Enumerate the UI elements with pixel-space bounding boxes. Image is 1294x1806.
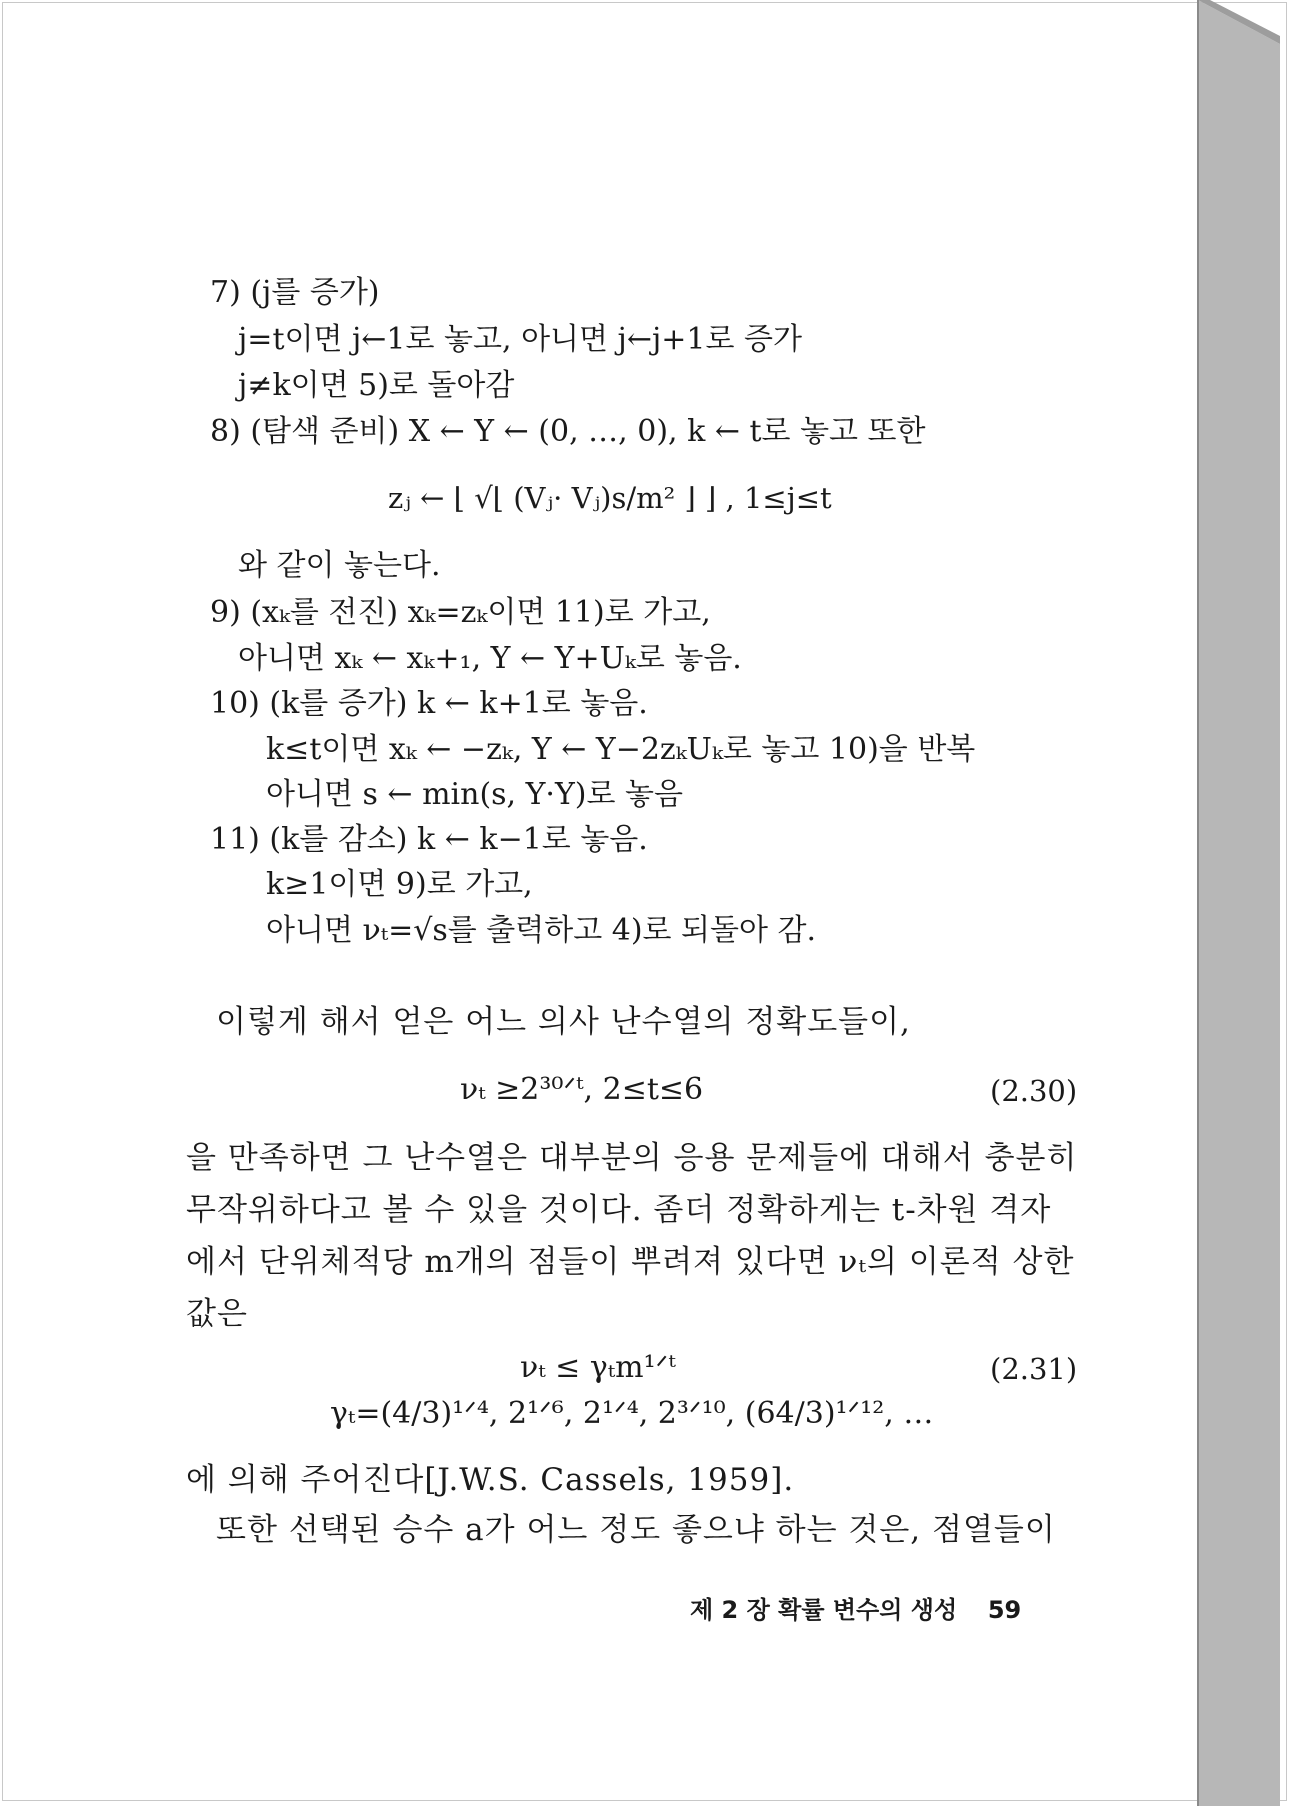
equation-2-30 (460, 1072, 703, 1108)
paragraph-1-text: 이렇게 해서 얻은 어느 의사 난수열의 정확도들이, (216, 1004, 911, 1040)
equation-2-31-line-2 (330, 1396, 933, 1432)
paragraph-2-line-3 (186, 1244, 1074, 1280)
step7-line1 (238, 322, 802, 358)
step11-head (210, 822, 648, 858)
paragraph-1 (216, 1004, 911, 1040)
step10-line2-text: 아니면 s ← min(s, Y·Y)로 놓음 (266, 777, 683, 812)
spine-face (1198, 0, 1280, 1806)
step9-line1-text: 아니면 xₖ ← xₖ+₁, Y ← Y+Uₖ로 놓음. (238, 641, 742, 676)
equation-2-31-line-1 (520, 1350, 676, 1386)
paragraph-2-line-2-text: 무작위하다고 볼 수 있을 것이다. 좀더 정확하게는 t-차원 격자 (186, 1192, 1052, 1228)
step11-line2 (266, 913, 816, 949)
step9-head (210, 595, 711, 631)
footer-chapter: 제 2 장 확률 변수의 생성 (690, 1596, 958, 1624)
step9-head-text: 9) (xₖ를 전진) xₖ=zₖ이면 11)로 가고, (210, 595, 711, 630)
footer-page-number: 59 (987, 1596, 1022, 1624)
step8-formula (388, 480, 832, 516)
paragraph-2-line-1 (186, 1140, 1077, 1176)
step10-line1 (266, 732, 975, 768)
step7-line2 (238, 368, 514, 404)
step11-line1 (266, 867, 533, 903)
paragraph-2-line-4-text: 값은 (186, 1296, 248, 1332)
step11-line1-text: k≥1이면 9)로 가고, (266, 867, 533, 902)
equation-2-30-formula: νₜ ≥2³⁰ᐟᵗ, 2≤t≤6 (460, 1072, 704, 1107)
paragraph-2-line-1-text: 을 만족하면 그 난수열은 대부분의 응용 문제들에 대해서 충분히 (186, 1140, 1078, 1176)
equation-2-31-number: (2.31) (990, 1352, 1078, 1386)
step7-line2-text: j≠k이면 5)로 돌아감 (238, 368, 515, 403)
step10-line1-text: k≤t이면 xₖ ← −zₖ, Y ← Y−2zₖUₖ로 놓고 10)을 반복 (266, 732, 976, 767)
paragraph-4 (216, 1512, 1056, 1548)
equation-2-30-number: (2.30) (990, 1074, 1078, 1108)
step10-head (210, 686, 648, 722)
step8-head-text: 8) (탐색 준비) X ← Y ← (0, …, 0), k ← t로 놓고 또한 (210, 414, 926, 449)
step8-tail-text: 와 같이 놓는다. (238, 548, 441, 583)
equation-2-31-formula-2: γₜ=(4/3)¹ᐟ⁴, 2¹ᐟ⁶, 2¹ᐟ⁴, 2³ᐟ¹⁰, (64/3)¹ᐟ¹², … (330, 1396, 934, 1431)
step7-line1-text: j=t이면 j←1로 놓고, 아니면 j←j+1로 증가 (238, 322, 802, 357)
step7-head (210, 275, 380, 311)
step10-head-text: 10) (k를 증가) k ← k+1로 놓음. (210, 686, 648, 721)
running-footer (690, 1590, 1021, 1625)
step11-head-text: 11) (k를 감소) k ← k−1로 놓음. (210, 822, 648, 857)
paragraph-3-text: 에 의해 주어진다[J.W.S. Cassels, 1959]. (186, 1462, 795, 1498)
paragraph-2-line-3-text: 에서 단위체적당 m개의 점들이 뿌려져 있다면 νₜ의 이론적 상한 (186, 1244, 1075, 1280)
step7-head-text: 7) (j를 증가) (210, 275, 380, 310)
paragraph-3 (186, 1462, 794, 1498)
step11-line2-text: 아니면 νₜ=√s를 출력하고 4)로 되돌아 감. (266, 913, 817, 948)
equation-2-31-formula-1: νₜ ≤ γₜm¹ᐟᵗ (520, 1350, 676, 1385)
step8-formula-text: zⱼ ← ⌊ √⌊ (Vⱼ· Vⱼ)s/m² ⌋ ⌋ , 1≤j≤t (388, 481, 832, 515)
step9-line1 (238, 641, 742, 677)
step8-tail (238, 548, 441, 584)
step10-line2 (266, 777, 683, 813)
paragraph-2-line-4 (186, 1296, 248, 1332)
paragraph-2-line-2 (186, 1192, 1051, 1228)
step8-head (210, 414, 926, 450)
paragraph-4-text: 또한 선택된 승수 a가 어느 정도 좋으냐 하는 것은, 점열들이 (216, 1512, 1056, 1548)
